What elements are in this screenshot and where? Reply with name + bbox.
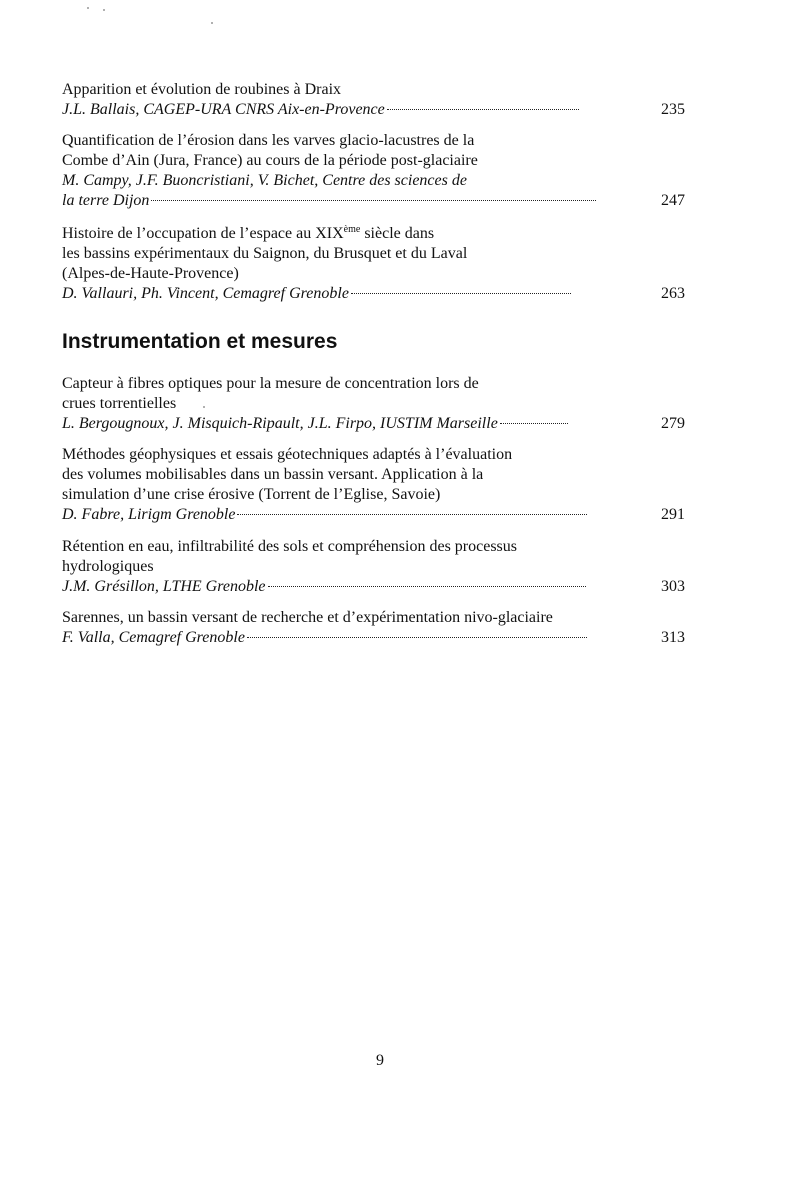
entry-page-number: 303 bbox=[661, 578, 685, 595]
entry-author: D. Fabre, Lirigm Grenoble bbox=[62, 506, 236, 523]
toc-entry bbox=[62, 224, 685, 304]
entry-author bbox=[62, 171, 682, 191]
scan-speck bbox=[103, 9, 105, 11]
entry-author: la terre Dijon bbox=[62, 192, 150, 209]
toc-entry bbox=[62, 608, 685, 648]
entry-author-line bbox=[62, 628, 685, 648]
entry-author: J.L. Ballais, CAGEP-URA CNRS Aix-en-Provence bbox=[62, 101, 385, 118]
entry-title: Combe d’Ain (Jura, France) au cours de la période post-glaciaire bbox=[62, 152, 478, 169]
scan-speck bbox=[211, 22, 213, 24]
entry-page-number: 247 bbox=[661, 192, 685, 209]
entry-title: Capteur à fibres optiques pour la mesure de concentration lors de bbox=[62, 375, 479, 392]
section-heading: Instrumentation et mesures bbox=[62, 330, 338, 353]
dot-leader bbox=[151, 200, 596, 201]
scan-speck bbox=[87, 7, 89, 9]
entry-author-line bbox=[62, 191, 685, 211]
entry-title: hydrologiques bbox=[62, 558, 154, 575]
entry-title: Rétention en eau, infiltrabilité des sols et compréhension des processus bbox=[62, 538, 517, 555]
entry-title: simulation d’une crise érosive (Torrent de l’Eglise, Savoie) bbox=[62, 486, 441, 503]
entry-page-number: 291 bbox=[661, 506, 685, 523]
dot-leader bbox=[268, 586, 586, 587]
toc-entry bbox=[62, 445, 685, 525]
entry-author-line bbox=[62, 505, 685, 525]
toc-entry bbox=[62, 374, 685, 434]
entry-author-line bbox=[62, 284, 685, 304]
entry-title-text-after: siècle dans bbox=[360, 225, 435, 242]
entry-title: Méthodes géophysiques et essais géotechniques adaptés à l’évaluation bbox=[62, 446, 513, 463]
toc-entry bbox=[62, 537, 685, 597]
entry-author: J.M. Grésillon, LTHE Grenoble bbox=[62, 578, 266, 595]
entry-author: F. Valla, Cemagref Grenoble bbox=[62, 629, 245, 646]
entry-author-text: M. Campy, J.F. Buoncristiani, V. Bichet, Centre des sciences de bbox=[62, 172, 467, 189]
dot-leader bbox=[351, 293, 571, 294]
entry-title: Quantification de l’érosion dans les varves glacio-lacustres de la bbox=[62, 132, 475, 149]
entry-title: (Alpes-de-Haute-Provence) bbox=[62, 265, 239, 282]
entry-title: crues torrentielles bbox=[62, 395, 177, 412]
entry-title: Apparition et évolution de roubines à Draix bbox=[62, 81, 342, 98]
entry-title-text: Histoire de l’occupation de l’espace au XIX bbox=[62, 225, 344, 242]
entry-title bbox=[62, 224, 682, 244]
entry-title: les bassins expérimentaux du Saignon, du Brusquet et du Laval bbox=[62, 245, 468, 262]
entry-author-line bbox=[62, 414, 685, 434]
entry-author: L. Bergougnoux, J. Misquich-Ripault, J.L. Firpo, IUSTIM Marseille bbox=[62, 415, 498, 432]
dot-leader bbox=[237, 514, 587, 515]
entry-page-number: 235 bbox=[661, 101, 685, 118]
dot-leader bbox=[247, 637, 587, 638]
entry-title: Sarennes, un bassin versant de recherche et d’expérimentation nivo-glaciaire bbox=[62, 609, 553, 626]
entry-title: des volumes mobilisables dans un bassin versant. Application à la bbox=[62, 466, 484, 483]
entry-author: D. Vallauri, Ph. Vincent, Cemagref Grenoble bbox=[62, 285, 349, 302]
toc-entry bbox=[62, 80, 685, 120]
toc-entry bbox=[62, 131, 685, 211]
dot-leader bbox=[387, 109, 579, 110]
page-number: 9 bbox=[376, 1052, 384, 1069]
entry-title-superscript: ème bbox=[343, 224, 361, 235]
entry-author-line bbox=[62, 577, 685, 597]
dot-leader bbox=[500, 423, 568, 424]
entry-page-number: 313 bbox=[661, 629, 685, 646]
entry-page-number: 263 bbox=[661, 285, 685, 302]
entry-page-number: 279 bbox=[661, 415, 685, 432]
entry-author-line bbox=[62, 100, 685, 120]
